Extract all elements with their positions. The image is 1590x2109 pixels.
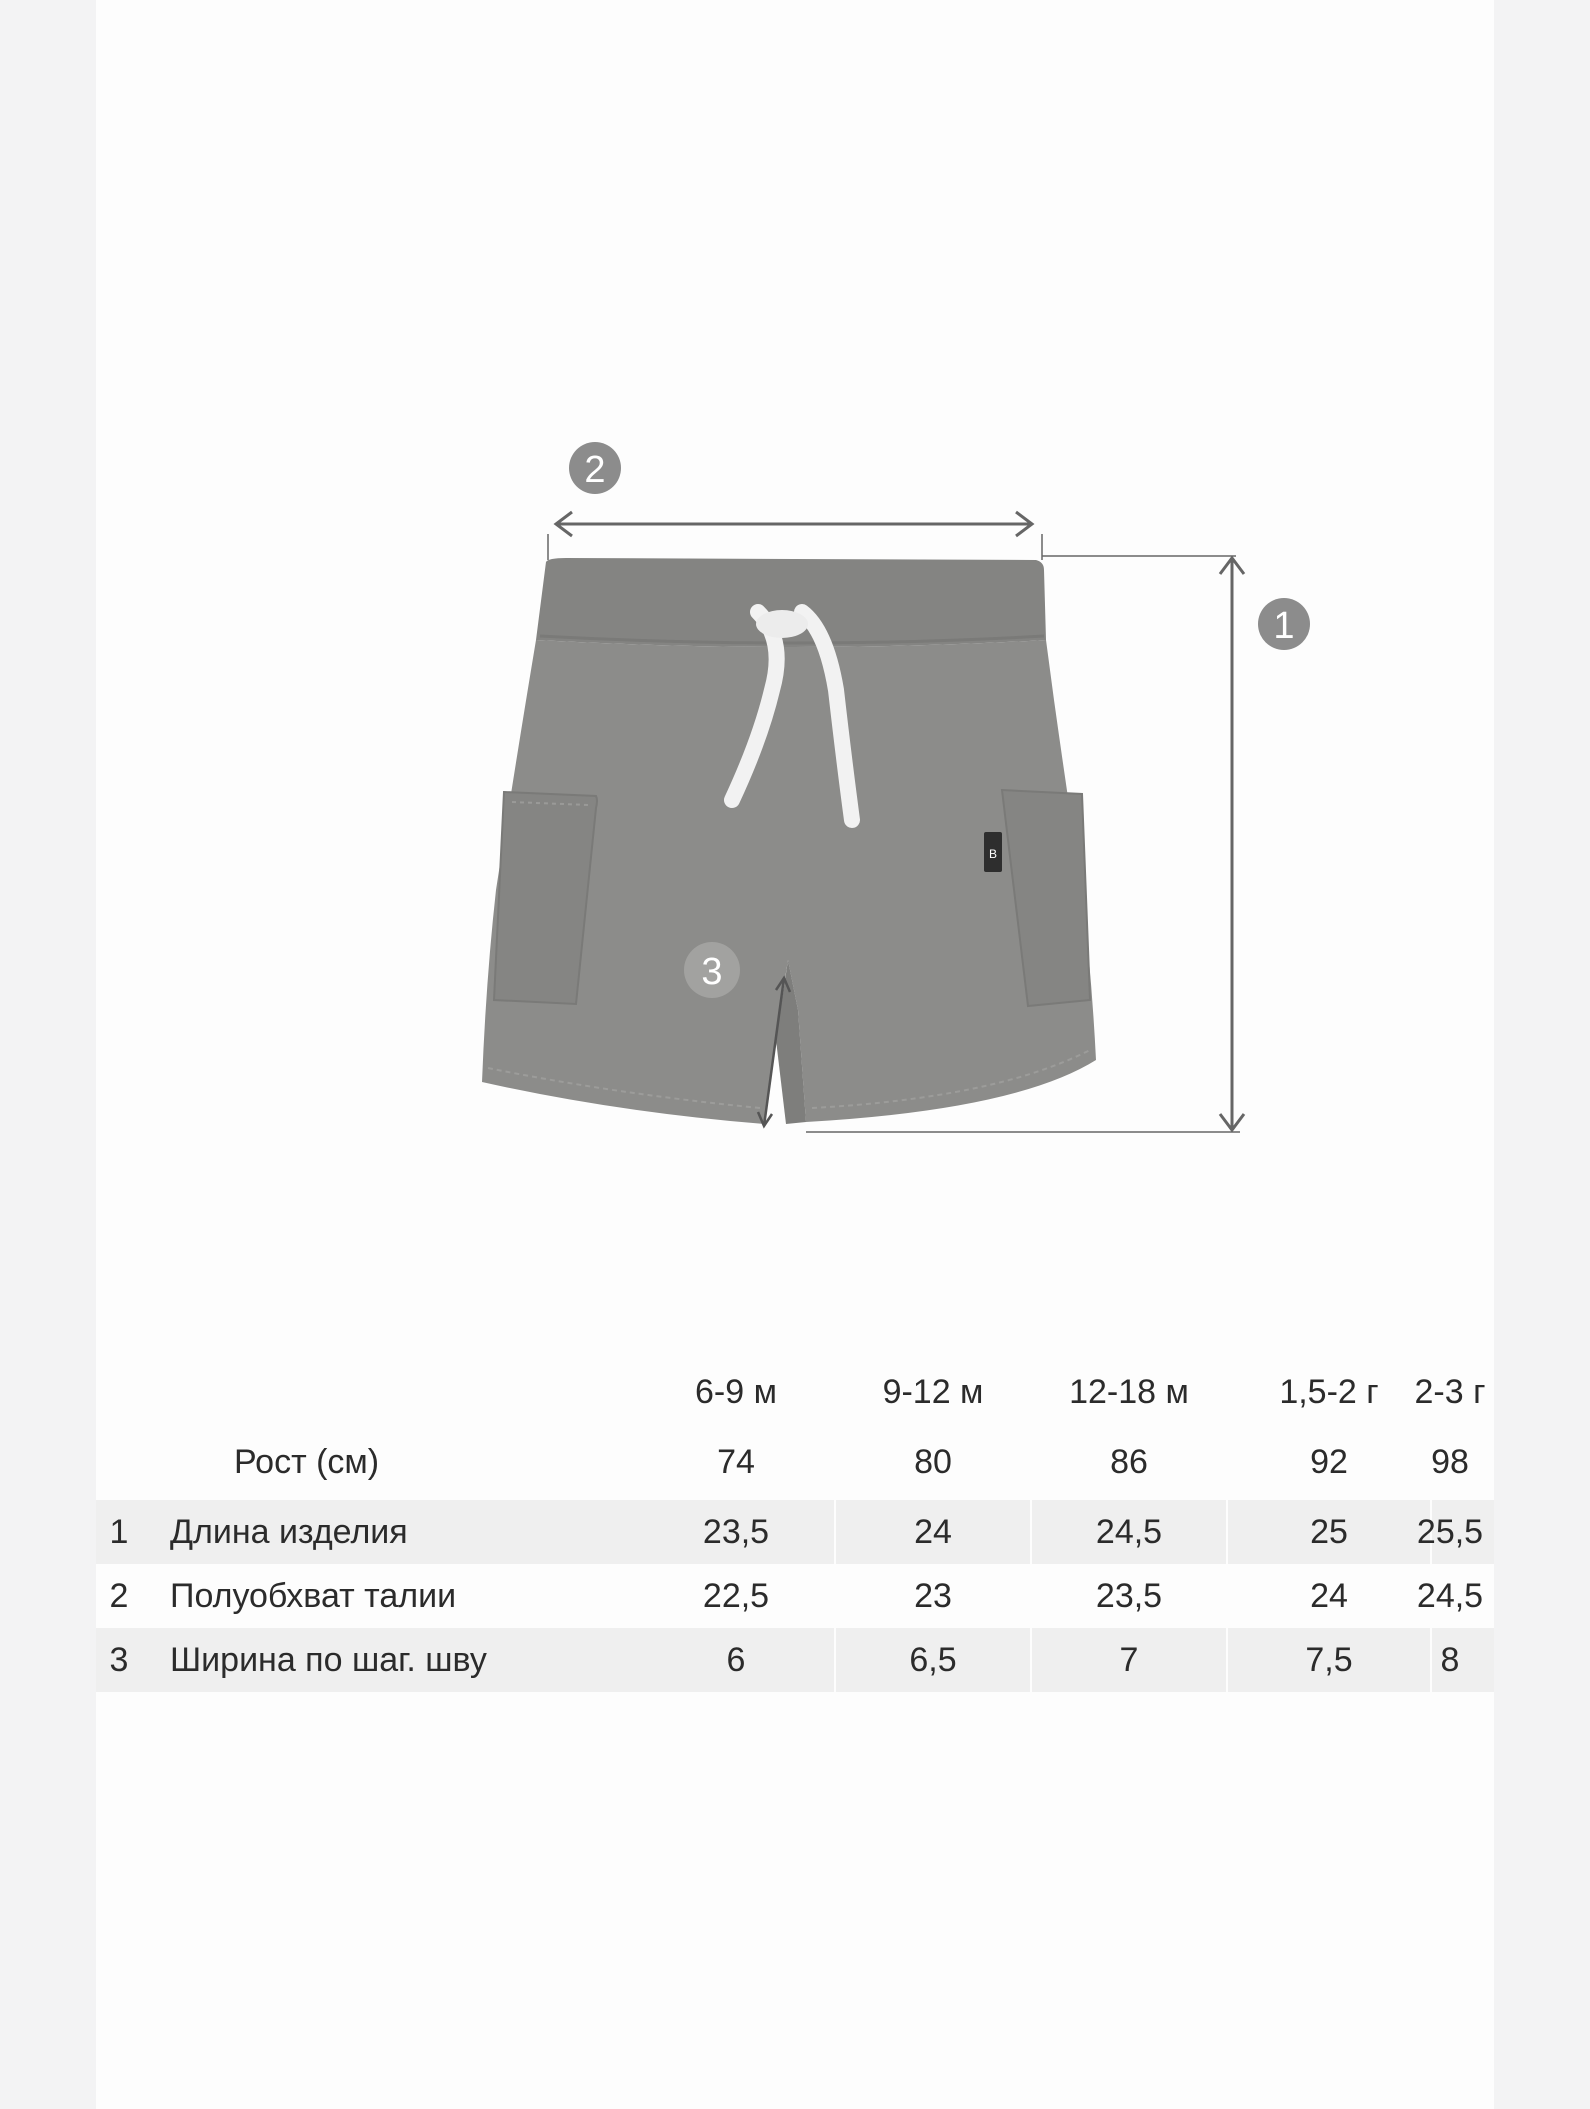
badge-3: [684, 942, 740, 998]
table-row: [96, 1500, 1494, 1564]
badge-1: [1258, 598, 1310, 650]
table-cell: 24,5: [1416, 1577, 1484, 1615]
table-cell: 74: [717, 1443, 755, 1481]
table-cell: 98: [1431, 1443, 1469, 1481]
waist-width-arrow: [548, 512, 1042, 560]
row-index: 2: [109, 1577, 129, 1615]
table-cell: 80: [914, 1443, 952, 1481]
table-cell: 7,5: [1228, 1628, 1430, 1692]
shorts-illustration: [96, 0, 1494, 1200]
size-chart-page: [96, 0, 1494, 2109]
shorts-diagram: [96, 0, 1494, 1200]
table-cell: 86: [1110, 1443, 1148, 1481]
table-cell: 23: [914, 1577, 952, 1615]
table-row: [96, 1564, 1494, 1628]
size-header-row: [96, 1360, 1494, 1424]
table-cell: 25,5: [1416, 1513, 1484, 1551]
size-header: 2-3 г: [1414, 1373, 1486, 1411]
svg-text:1: 1: [1273, 605, 1295, 647]
table-row: [96, 1628, 1494, 1692]
row-label: Полуобхват талии: [170, 1577, 457, 1615]
row-label: Ширина по шаг. шву: [142, 1628, 638, 1692]
table-cell: 24: [836, 1500, 1030, 1564]
row-label: Рост (см): [234, 1443, 380, 1481]
table-cell: 22,5: [702, 1577, 770, 1615]
row-index: 1: [96, 1500, 142, 1564]
size-header: 1,5-2 г: [1279, 1373, 1379, 1411]
height-row: [96, 1430, 1494, 1494]
badge-2: [569, 442, 621, 494]
table-cell: 6: [638, 1628, 834, 1692]
svg-text:3: 3: [701, 951, 723, 993]
table-cell: 92: [1310, 1443, 1348, 1481]
shorts-image: [482, 558, 1096, 1124]
table-cell: 25: [1228, 1500, 1430, 1564]
size-header: 12-18 м: [1069, 1373, 1189, 1411]
size-header: 9-12 м: [882, 1373, 984, 1411]
table-cell: 6,5: [836, 1628, 1030, 1692]
row-index: 3: [96, 1628, 142, 1692]
table-cell: 23,5: [1095, 1577, 1163, 1615]
table-cell: 7: [1032, 1628, 1226, 1692]
table-cell: 23,5: [638, 1500, 834, 1564]
svg-text:2: 2: [584, 449, 606, 491]
table-cell: 24,5: [1032, 1500, 1226, 1564]
table-cell: 8: [1440, 1641, 1460, 1679]
svg-text:B: B: [988, 847, 998, 861]
table-cell: 24: [1310, 1577, 1348, 1615]
size-header: 6-9 м: [695, 1373, 777, 1411]
row-label: Длина изделия: [142, 1500, 638, 1564]
